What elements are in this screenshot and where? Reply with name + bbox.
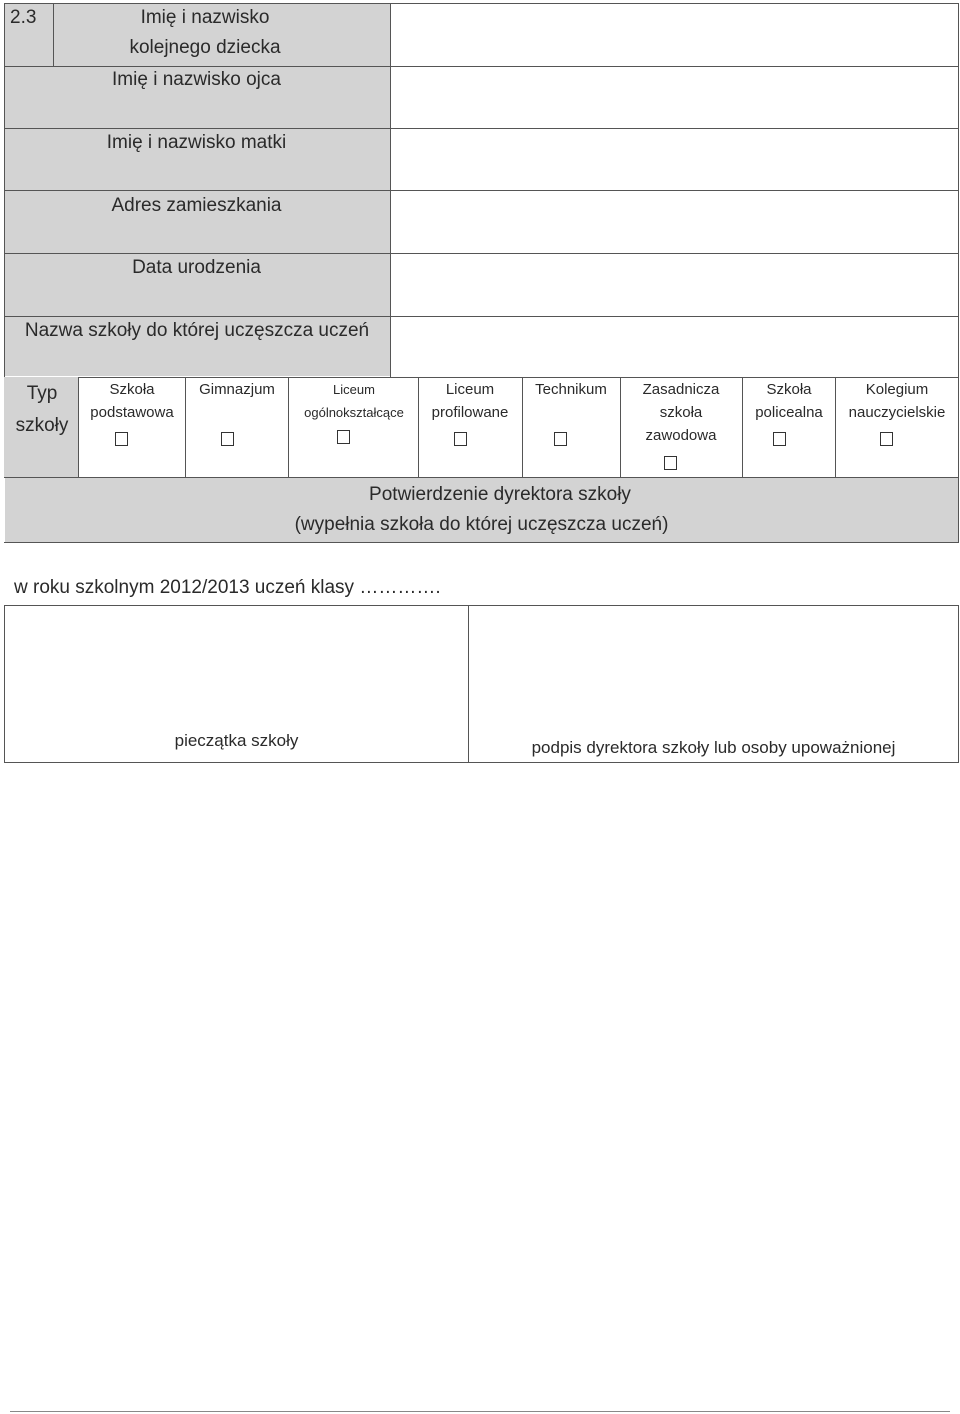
option-gimnazjum-label: Gimnazjum [199, 381, 275, 398]
option-lo-label: Liceum ogólnokształcące [304, 382, 404, 420]
confirmation-heading-line2: (wypełnia szkoła do której uczęszcza uczeń) [294, 514, 669, 535]
mother-name-field[interactable] [391, 129, 958, 190]
option-technikum-label: Technikum [535, 381, 607, 398]
checkbox-kolegium[interactable] [880, 432, 893, 446]
checkbox-lo[interactable] [337, 430, 350, 444]
birth-date-field[interactable] [391, 254, 958, 316]
school-name-label: Nazwa szkoły do której uczęszcza uczeń [24, 320, 370, 341]
page-bottom-rule [10, 1411, 950, 1412]
checkbox-zsz[interactable] [664, 456, 677, 470]
option-zsz-label: Zasadnicza szkoła zawodowa [642, 381, 720, 444]
checkbox-lp[interactable] [454, 432, 467, 446]
father-name-label: Imię i nazwisko ojca [112, 69, 281, 90]
class-statement: w roku szkolnym 2012/2013 uczeń klasy …………. [14, 577, 441, 598]
father-name-field[interactable] [391, 67, 958, 128]
mother-name-label: Imię i nazwisko matki [106, 132, 287, 153]
school-type-label: Typ szkoły [15, 383, 69, 436]
option-primary-label: Szkoła podstawowa [90, 381, 174, 421]
checkbox-gimnazjum[interactable] [221, 432, 234, 446]
option-lp-label: Liceum profilowane [431, 381, 509, 421]
checkbox-technikum[interactable] [554, 432, 567, 446]
address-label: Adres zamieszkania [111, 195, 282, 216]
checkbox-primary[interactable] [115, 432, 128, 446]
option-policealna-label: Szkoła policealna [755, 381, 823, 421]
confirmation-heading-line1: Potwierdzenie dyrektora szkoły [369, 484, 631, 505]
checkbox-policealna[interactable] [773, 432, 786, 446]
signature-label: podpis dyrektora szkoły lub osoby upoważnionej [531, 738, 896, 757]
child-name-label: Imię i nazwisko kolejnego dziecka [129, 7, 281, 58]
school-name-field[interactable] [391, 317, 958, 377]
option-kolegium-label: Kolegium nauczycielskie [848, 381, 946, 421]
section-number: 2.3 [10, 7, 37, 28]
address-field[interactable] [391, 191, 958, 253]
birth-date-label: Data urodzenia [132, 257, 261, 278]
child-name-field[interactable] [391, 4, 958, 66]
stamp-label: pieczątka szkoły [174, 731, 299, 750]
